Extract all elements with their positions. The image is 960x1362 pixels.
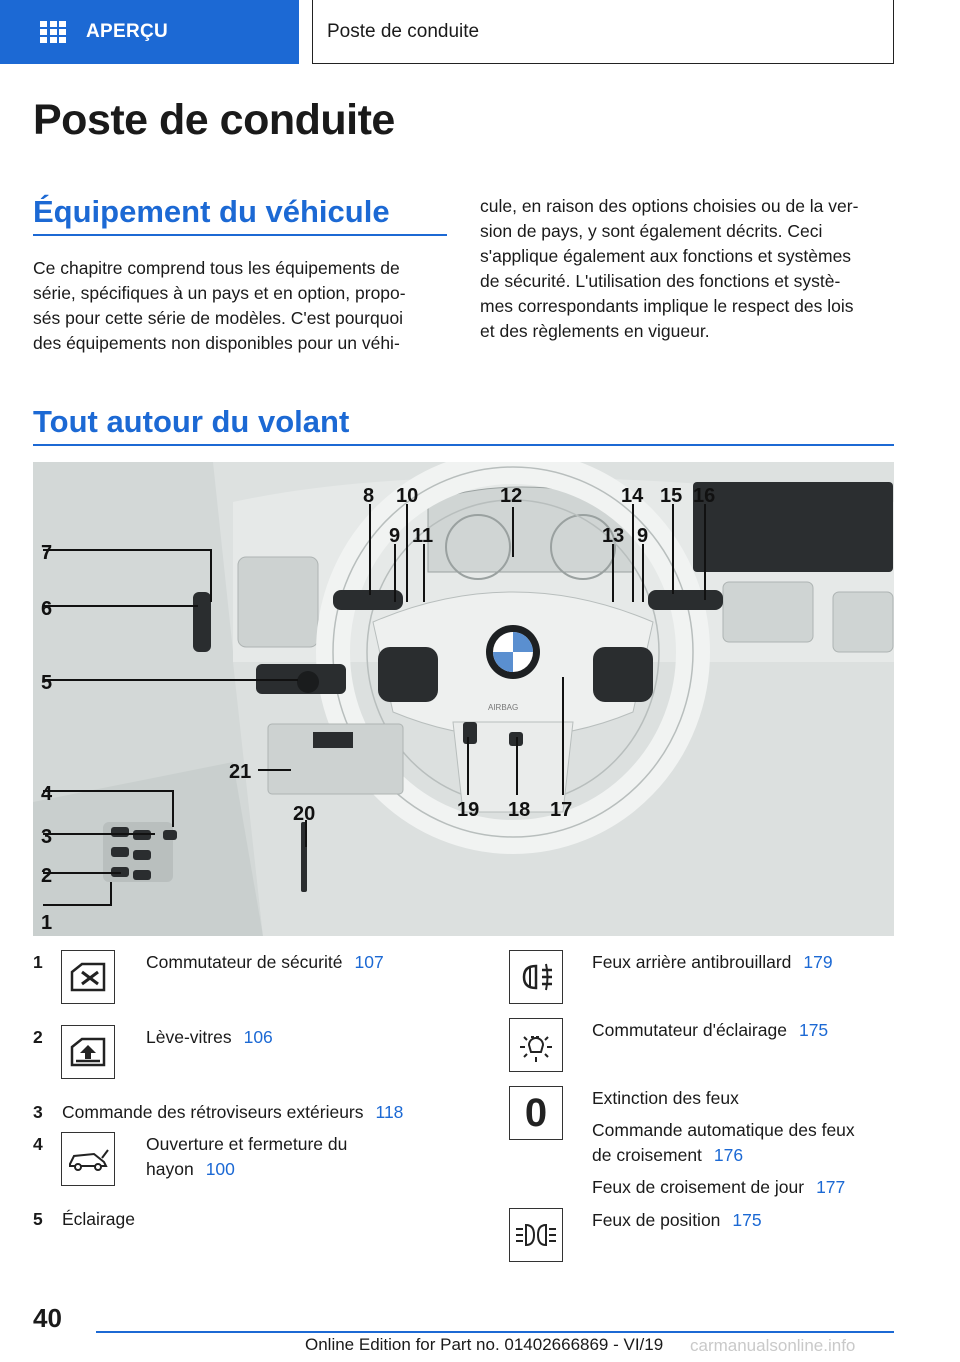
page-ref-link[interactable]: 176: [713, 1145, 744, 1165]
callout-1: 1: [41, 912, 53, 934]
text-line: sion de pays, y sont également décrits. Ceci: [480, 221, 823, 241]
cockpit-drawing: [33, 462, 894, 936]
airbag-label: AIRBAG: [488, 703, 519, 712]
item-label: Éclairage: [62, 1209, 135, 1229]
item-label: Extinction des feux: [592, 1088, 739, 1108]
callout-11: 11: [412, 525, 434, 547]
item-number: 5: [33, 1209, 43, 1229]
section-title-steering: Tout autour du volant: [33, 404, 350, 439]
item-label-line2: de croisement: [592, 1145, 702, 1165]
item-text: [62, 1100, 403, 1125]
footer-rule: [96, 1331, 894, 1333]
text-line: cule, en raison des options choisies ou de la ver-: [480, 196, 859, 216]
page-ref-link[interactable]: 175: [798, 1020, 829, 1040]
callout-9-right: 9: [637, 525, 649, 547]
item-text: [592, 1018, 828, 1043]
breadcrumb-text: Poste de conduite: [327, 20, 480, 42]
tailgate-icon: [61, 1132, 115, 1186]
callout-17: 17: [550, 799, 573, 821]
callout-19: 19: [457, 799, 480, 821]
page-ref-link[interactable]: 106: [243, 1027, 273, 1047]
text-line: mes correspondants implique le respect des lois: [480, 296, 854, 316]
callout-3: 3: [41, 826, 53, 848]
breadcrumb: [312, 0, 894, 64]
item-label-line1: Ouverture et fermeture du: [146, 1134, 348, 1154]
item-text: [146, 1025, 273, 1050]
child-lock-window-icon: [61, 950, 115, 1004]
text-line: Ce chapitre comprend tous les équipements de: [33, 258, 400, 278]
section-label: APERÇU: [86, 21, 169, 42]
item-number: 2: [33, 1027, 43, 1047]
callout-18: 18: [508, 799, 531, 821]
rear-fog-light-icon: [509, 950, 563, 1004]
callout-2: 2: [41, 865, 53, 887]
item-label: Feux arrière antibrouillard: [592, 952, 792, 972]
item-label-line1: Commande automatique des feux: [592, 1120, 855, 1140]
section-tab[interactable]: [0, 0, 299, 64]
text-line: et des règlements en vigueur.: [480, 321, 710, 341]
text-line: série, spécifiques à un pays et en option, propo-: [33, 283, 406, 303]
text-line: sés pour cette série de modèles. C'est pourquoi: [33, 308, 404, 328]
item-number: 1: [33, 952, 43, 972]
page-ref-link[interactable]: 100: [205, 1159, 235, 1179]
section-rule: [33, 444, 894, 446]
item-text: [592, 1175, 902, 1200]
callout-6: 6: [41, 598, 53, 620]
callout-5: 5: [41, 672, 53, 694]
cockpit-illustration: [33, 462, 894, 936]
item-text: [146, 950, 384, 975]
page-ref-link[interactable]: 118: [375, 1102, 404, 1122]
item-text-group: [592, 1086, 902, 1200]
item-text: [592, 1208, 762, 1233]
callout-12: 12: [500, 485, 523, 507]
legend-list-right: [509, 950, 899, 1270]
callout-7: 7: [41, 542, 53, 564]
callout-20: 20: [293, 803, 316, 825]
watermark: carmanualsonline.info: [690, 1336, 856, 1355]
item-text: [592, 950, 833, 975]
item-label-line2: hayon: [146, 1159, 194, 1179]
page-ref-link[interactable]: 179: [803, 952, 833, 972]
callout-10: 10: [396, 485, 419, 507]
page-title: Poste de conduite: [33, 96, 395, 144]
callout-16: 16: [693, 485, 716, 507]
parking-lights-icon: [509, 1208, 563, 1262]
item-label: Commutateur de sécurité: [146, 952, 343, 972]
callout-9-left: 9: [389, 525, 401, 547]
window-lift-icon: [61, 1025, 115, 1079]
item-label: Feux de position: [592, 1210, 721, 1230]
text-line: s'applique également aux fonctions et systèmes: [480, 246, 852, 266]
page-ref-link[interactable]: 177: [816, 1177, 846, 1197]
light-switch-icon: [509, 1018, 563, 1072]
text-line: de sécurité. L'utilisation des fonctions et systè-: [480, 271, 841, 291]
intro-text-right: [480, 194, 900, 344]
item-label: Feux de croisement de jour: [592, 1177, 805, 1197]
callout-15: 15: [660, 485, 683, 507]
item-text: [592, 1118, 902, 1168]
callout-13: 13: [602, 525, 625, 547]
item-number: 4: [33, 1134, 43, 1154]
page-number: 40: [33, 1303, 62, 1333]
intro-text-left: [33, 256, 453, 356]
section-title-equipment: Équipement du véhicule: [33, 194, 390, 229]
page-ref-link[interactable]: 175: [732, 1210, 762, 1230]
callout-14: 14: [621, 485, 644, 507]
item-label: Lève-vitres: [146, 1027, 232, 1047]
item-number: 3: [33, 1102, 43, 1122]
callout-8: 8: [363, 485, 375, 507]
page-ref-link[interactable]: 107: [354, 952, 384, 972]
edition-text: Online Edition for Part no. 01402666869 - VI/19: [305, 1335, 664, 1354]
grid-menu-icon: [40, 21, 66, 43]
lights-off-icon: [509, 1086, 563, 1140]
item-text: [146, 1132, 347, 1182]
item-label: Commande des rétroviseurs extérieurs: [62, 1102, 364, 1122]
callout-21: 21: [229, 761, 252, 783]
section-rule: [33, 234, 447, 236]
text-line: des équipements non disponibles pour un véhi-: [33, 333, 400, 353]
lights-off-glyph: 0: [524, 1091, 548, 1135]
callout-4: 4: [41, 783, 53, 805]
item-label: Commutateur d'éclairage: [592, 1020, 787, 1040]
